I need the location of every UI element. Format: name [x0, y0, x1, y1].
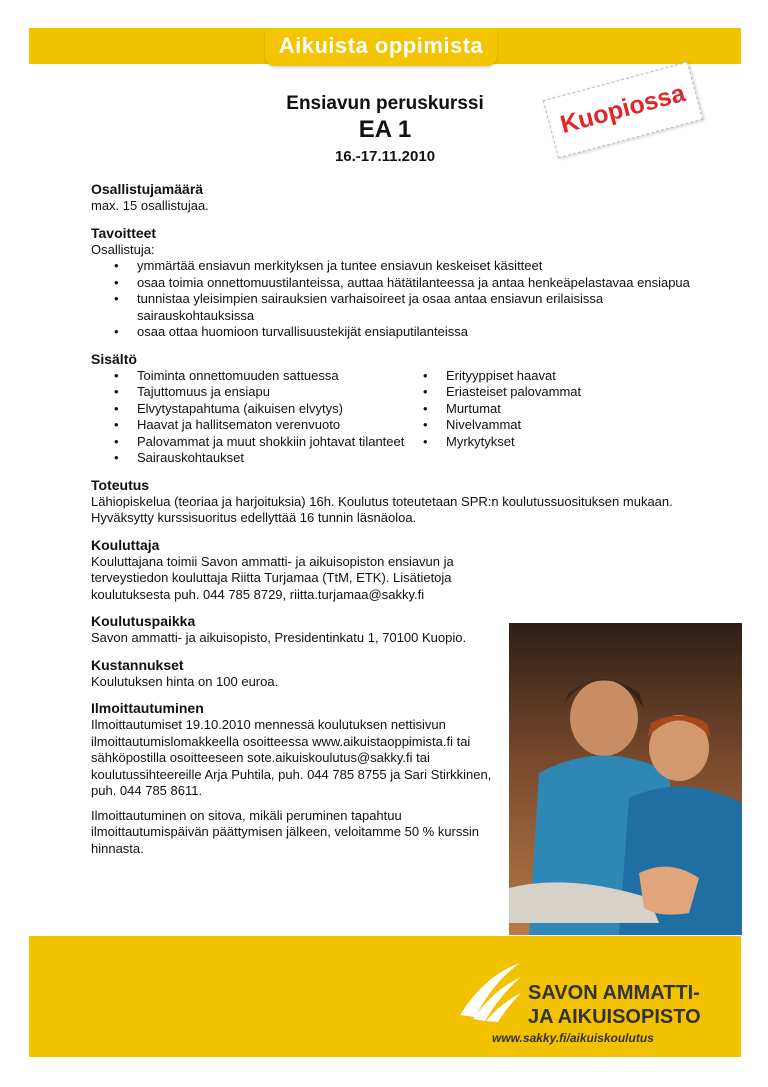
organization-name — [528, 981, 701, 1029]
org-line-1: SAVON AMMATTI- — [528, 982, 700, 1004]
first-aid-photo — [509, 623, 742, 935]
trainer-heading: Kouluttaja — [91, 536, 160, 553]
implementation-heading: Toteutus — [91, 476, 150, 493]
banner-title: Aikuista oppimista — [278, 33, 484, 58]
list-item: • Nivelvammat — [446, 417, 689, 434]
contents-section — [91, 350, 691, 467]
participants-section — [91, 180, 691, 215]
goals-heading: Tavoitteet — [91, 224, 157, 241]
list-item: • ymmärtää ensiavun merkityksen ja tuntee ensiavun keskeiset käsitteet — [137, 258, 691, 275]
implementation-text: Lähiopiskelua (teoriaa ja harjoituksia) 16h. Koulutus toteutetaan SPR:n koulutussuosituksen mukaan. Hyväksytty kurssisuoritus edellyttää 16 tunnin läsnäoloa. — [91, 493, 673, 525]
list-item: • osaa ottaa huomioon turvallisuustekijät ensiaputilanteissa — [137, 324, 691, 341]
registration-text-2: Ilmoittautuminen on sitova, mikäli peruminen tapahtuu ilmoittautumispäivän päättymisen jälkeen, veloitamme 50 % kurssin hinnasta. — [91, 807, 480, 856]
org-line-2: JA AIKUISOPISTO — [528, 1006, 701, 1028]
list-item: • Haavat ja hallitsematon verenvuoto — [137, 417, 409, 434]
implementation-section — [91, 476, 691, 527]
list-item: • osaa toimia onnettomuustilanteissa, auttaa hätätilanteessa ja antaa henkeäpelastavaa ensiapua — [137, 275, 691, 292]
course-title: Ensiavun peruskurssi — [286, 93, 484, 114]
list-item: • Myrkytykset — [446, 434, 689, 451]
location-heading: Koulutuspaikka — [91, 613, 196, 629]
contents-list-1 — [91, 368, 409, 467]
list-item: • Eriasteiset palovammat — [446, 384, 689, 401]
goals-intro: Osallistuja: — [91, 241, 155, 257]
goals-section — [91, 224, 691, 341]
course-title-block — [200, 92, 570, 170]
contents-column-2 — [409, 368, 689, 467]
school-logo-icon — [455, 955, 525, 1025]
costs-heading: Kustannukset — [91, 656, 184, 673]
list-item: • Erityyppiset haavat — [446, 368, 689, 385]
list-item: • Murtumat — [446, 401, 689, 418]
participants-text: max. 15 osallistujaa. — [91, 198, 209, 213]
location-stamp — [543, 62, 703, 159]
list-item: • tunnistaa yleisimpien sairauksien varhaisoireet ja osaa antaa ensiavun erilaisissa sairauskohtauksissa — [137, 291, 691, 324]
list-item: • Palovammat ja muut shokkiin johtavat tilanteet — [137, 434, 409, 451]
course-code: EA 1 — [358, 116, 412, 143]
course-date: 16.-17.11.2010 — [334, 148, 436, 165]
list-item: • Toiminta onnettomuuden sattuessa — [137, 368, 409, 385]
location-text: Savon ammatti- ja aikuisopisto, Presidentinkatu 1, 70100 Kuopio. — [91, 630, 467, 645]
participants-heading: Osallistujamäärä — [91, 181, 204, 197]
contents-list-2 — [409, 368, 689, 451]
registration-section — [91, 699, 511, 857]
stamp-text: Kuopiossa — [557, 78, 689, 140]
photo-illustration — [509, 623, 742, 935]
contents-heading: Sisältö — [91, 350, 137, 367]
registration-heading: Ilmoittautuminen — [91, 700, 204, 716]
contents-columns — [91, 368, 691, 467]
contents-column-1 — [91, 368, 409, 467]
trainer-section — [91, 536, 511, 604]
list-item: • Sairauskohtaukset — [137, 450, 409, 467]
footer-url[interactable]: www.sakky.fi/aikuiskoulutus — [492, 1031, 654, 1045]
list-item: • Tajuttomuus ja ensiapu — [137, 384, 409, 401]
costs-text: Koulutuksen hinta on 100 euroa. — [91, 673, 279, 689]
list-item: • Elvytystapahtuma (aikuisen elvytys) — [137, 401, 409, 418]
goals-list — [91, 258, 691, 341]
registration-text-1: Ilmoittautumiset 19.10.2010 mennessä koulutuksen nettisivun ilmoittautumislomakkeella osoitteessa www.aikuistaoppimista.fi tai sähköpostilla osoitteeseen sote.aikuiskoulutus@sakky.fi tai koulutussihteereille Arja Puhtila, puh. 044 785 8755 ja Sari Stirkkinen, puh. 044 785 8611. — [91, 717, 492, 798]
trainer-text: Kouluttajana toimii Savon ammatti- ja aikuisopiston ensiavun ja terveystiedon kouluttaja Riitta Turjamaa (TtM, ETK). Lisätietoja koulutuksesta puh. 044 785 8729, riitta.turjamaa@sakky.fi — [91, 553, 454, 602]
